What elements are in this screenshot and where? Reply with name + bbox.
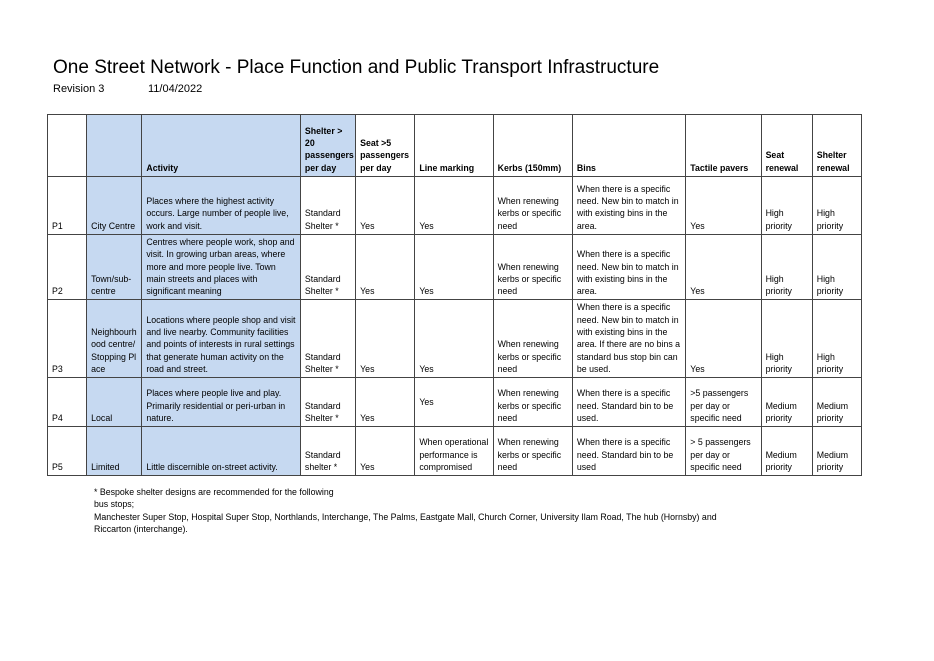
header-cell-line-marking: Line marking bbox=[415, 115, 493, 177]
row-activity: Places where the highest activity occurs. Large number of people live, work and visit. bbox=[142, 177, 301, 235]
row-bins: When there is a specific need. New bin to match in with existing bins in the area. bbox=[572, 177, 685, 235]
row-tactile-pavers: Yes bbox=[686, 300, 761, 378]
revision-line bbox=[53, 83, 203, 95]
row-seat-renewal: Medium priority bbox=[761, 378, 812, 427]
row-line-marking: Yes bbox=[415, 378, 493, 427]
row-code: P1 bbox=[48, 177, 87, 235]
row-seat: Yes bbox=[356, 300, 415, 378]
row-code: P4 bbox=[48, 378, 87, 427]
header-cell-place-code bbox=[48, 115, 87, 177]
row-kerbs: When renewing kerbs or specific need bbox=[493, 300, 572, 378]
header-row bbox=[48, 115, 862, 177]
header-cell-shelter-renewal: Shelter renewal bbox=[812, 115, 861, 177]
row-shelter-renewal: High priority bbox=[812, 235, 861, 300]
row-activity: Places where people live and play. Primarily residential or peri-urban in nature. bbox=[142, 378, 301, 427]
row-bins: When there is a specific need. Standard bin to be used. bbox=[572, 378, 685, 427]
revision-label: Revision 3 bbox=[53, 83, 105, 95]
row-bins: When there is a specific need. Standard bin to be used bbox=[572, 427, 685, 476]
row-activity: Locations where people shop and visit and live nearby. Community facilities and points of interests in rural settings that generate human activity on the road and street. bbox=[142, 300, 301, 378]
header-cell-kerbs: Kerbs (150mm) bbox=[493, 115, 572, 177]
row-code: P2 bbox=[48, 235, 87, 300]
row-line-marking: Yes bbox=[415, 300, 493, 378]
document-title: One Street Network - Place Function and Public Transport Infrastructure bbox=[53, 57, 660, 78]
table-row bbox=[48, 235, 862, 300]
row-tactile-pavers: >5 passengers per day or specific need bbox=[686, 378, 761, 427]
row-place-type: Local bbox=[87, 378, 142, 427]
row-line-marking: Yes bbox=[415, 177, 493, 235]
infrastructure-table bbox=[47, 114, 862, 476]
row-kerbs: When renewing kerbs or specific need bbox=[493, 235, 572, 300]
row-seat: Yes bbox=[356, 427, 415, 476]
row-seat: Yes bbox=[356, 177, 415, 235]
row-place-type: City Centre bbox=[87, 177, 142, 235]
row-line-marking: Yes bbox=[415, 235, 493, 300]
footnote-line: * Bespoke shelter designs are recommended for the following bbox=[94, 487, 334, 497]
table-row bbox=[48, 177, 862, 235]
row-activity: Centres where people work, shop and visit. In growing urban areas, where more and more people live. Town main streets and places with significant meaning bbox=[142, 235, 301, 300]
row-code: P5 bbox=[48, 427, 87, 476]
row-place-type: Neighbourhood centre/Stopping Place bbox=[87, 300, 142, 378]
row-shelter-renewal: High priority bbox=[812, 177, 861, 235]
row-kerbs: When renewing kerbs or specific need bbox=[493, 378, 572, 427]
footnote-line: bus stops; bbox=[94, 499, 135, 510]
row-code: P3 bbox=[48, 300, 87, 378]
row-bins: When there is a specific need. New bin to match in with existing bins in the area. If there are no bins a standard bus stop bin can be used. bbox=[572, 300, 685, 378]
row-shelter-renewal: High priority bbox=[812, 300, 861, 378]
header-cell-bins: Bins bbox=[572, 115, 685, 177]
row-shelter: Standard shelter * bbox=[300, 427, 355, 476]
revision-date: 11/04/2022 bbox=[148, 83, 203, 95]
row-shelter-renewal: Medium priority bbox=[812, 427, 861, 476]
row-shelter: Standard Shelter * bbox=[300, 235, 355, 300]
table-row bbox=[48, 427, 862, 476]
row-kerbs: When renewing kerbs or specific need bbox=[493, 427, 572, 476]
header-cell-tactile-pavers: Tactile pavers bbox=[686, 115, 761, 177]
row-kerbs: When renewing kerbs or specific need bbox=[493, 177, 572, 235]
row-place-type: Limited bbox=[87, 427, 142, 476]
row-seat-renewal: High priority bbox=[761, 177, 812, 235]
footnote-bus-stop-list: Manchester Super Stop, Hospital Super Stop, Northlands, Interchange, The Palms, Eastgate Mall, Church Corner, University Ilam Road, The hub (Hornsby) and Riccarton (interchange). bbox=[94, 511, 717, 535]
row-seat-renewal: High priority bbox=[761, 300, 812, 378]
row-seat: Yes bbox=[356, 378, 415, 427]
header-cell-activity: Activity bbox=[142, 115, 301, 177]
header-cell-seat: Seat >5 passengers per day bbox=[356, 115, 415, 177]
table-row bbox=[48, 378, 862, 427]
row-bins: When there is a specific need. New bin to match in with existing bins in the area. bbox=[572, 235, 685, 300]
header-cell-shelter: Shelter > 20 passengers per day bbox=[300, 115, 355, 177]
row-place-type: Town/sub-centre bbox=[87, 235, 142, 300]
row-shelter: Standard Shelter * bbox=[300, 300, 355, 378]
header-cell-place-type bbox=[87, 115, 142, 177]
row-tactile-pavers: > 5 passengers per day or specific need bbox=[686, 427, 761, 476]
row-seat-renewal: High priority bbox=[761, 235, 812, 300]
header-cell-seat-renewal: Seat renewal bbox=[761, 115, 812, 177]
row-shelter: Standard Shelter * bbox=[300, 177, 355, 235]
footnote bbox=[94, 486, 734, 536]
row-tactile-pavers: Yes bbox=[686, 177, 761, 235]
row-seat-renewal: Medium priority bbox=[761, 427, 812, 476]
row-shelter: Standard Shelter * bbox=[300, 378, 355, 427]
row-seat: Yes bbox=[356, 235, 415, 300]
row-line-marking: When operational performance is compromised bbox=[415, 427, 493, 476]
row-activity: Little discernible on-street activity. bbox=[142, 427, 301, 476]
row-tactile-pavers: Yes bbox=[686, 235, 761, 300]
table-row bbox=[48, 300, 862, 378]
row-shelter-renewal: Medium priority bbox=[812, 378, 861, 427]
